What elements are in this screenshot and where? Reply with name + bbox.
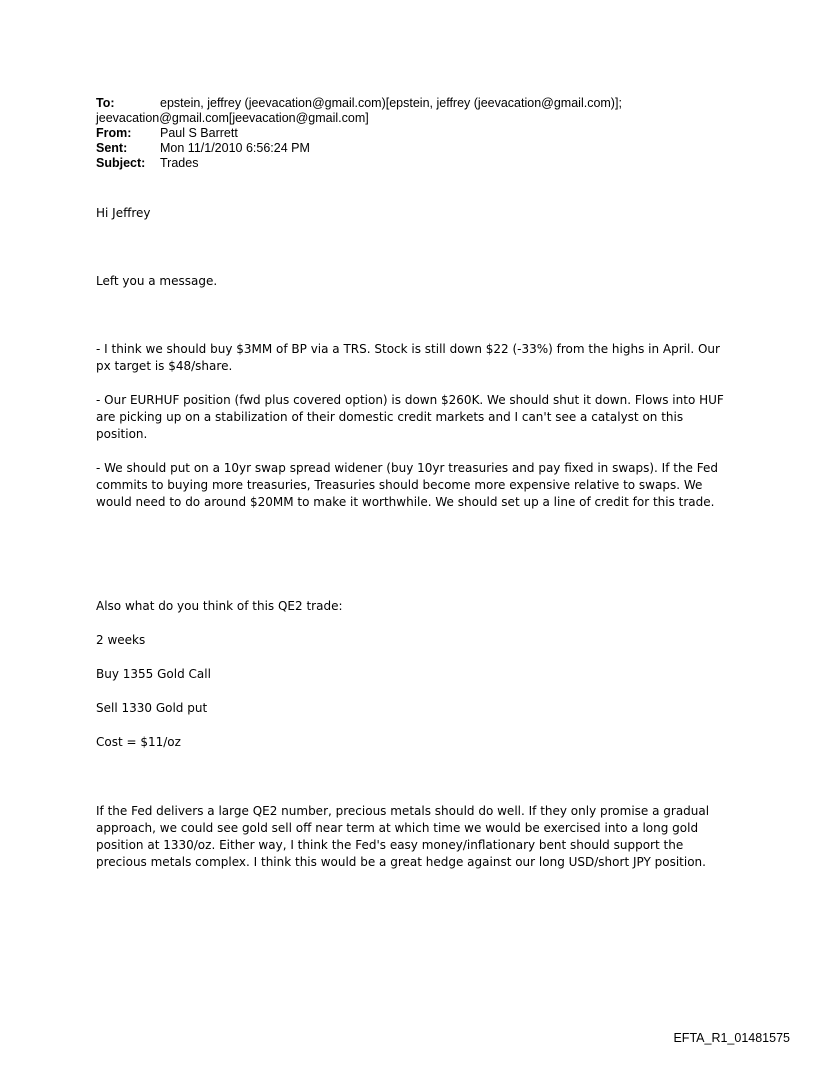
sent-row — [96, 141, 310, 156]
to-label: To: — [96, 96, 115, 110]
paragraph-message: Left you a message. — [96, 274, 218, 288]
subject-value: Trades — [160, 156, 199, 170]
subject-label: Subject: — [96, 156, 146, 170]
from-value: Paul S Barrett — [160, 126, 238, 140]
from-row — [96, 126, 238, 141]
paragraph-bp-trade: - I think we should buy $3MM of BP via a TRS. Stock is still down $22 (-33%) from the highs in April. Our px target is $48/share. — [96, 342, 720, 373]
paragraph-qe2-intro: Also what do you think of this QE2 trade: — [96, 599, 343, 613]
trade-duration: 2 weeks — [96, 633, 146, 647]
to-value: epstein, jeffrey (jeevacation@gmail.com)[epstein, jeffrey (jeevacation@gmail.com)]; — [160, 96, 622, 110]
to-row — [96, 96, 622, 111]
subject-row — [96, 156, 198, 171]
trade-leg-call: Buy 1355 Gold Call — [96, 667, 211, 681]
to-row-continued — [96, 111, 369, 126]
trade-leg-put: Sell 1330 Gold put — [96, 701, 208, 715]
paragraph-swap-spread: - We should put on a 10yr swap spread widener (buy 10yr treasuries and pay fixed in swaps). If the Fed commits to buying more treasuries, Treasuries should become more expensive relative to swaps. We would need to do around $20MM to make it worthwhile. We should set up a line of credit for this trade. — [96, 461, 719, 509]
paragraph-eurhuf: - Our EURHUF position (fwd plus covered option) is down $260K. We should shut it down. Flows into HUF are picking up on a stabilization of their domestic credit markets and I can't see a catalyst on this position. — [96, 393, 724, 441]
greeting: Hi Jeffrey — [96, 206, 151, 220]
trade-cost: Cost = $11/oz — [96, 735, 181, 749]
from-label: From: — [96, 126, 132, 140]
to-value-continued: jeevacation@gmail.com[jeevacation@gmail.com] — [96, 111, 369, 125]
document-id: EFTA_R1_01481575 — [673, 1031, 790, 1045]
paragraph-qe2-rationale: If the Fed delivers a large QE2 number, precious metals should do well. If they only promise a gradual approach, we could see gold sell off near term at which time we would be exercised into a long gold position at 1330/oz. Either way, I think the Fed's easy money/inflationary bent should support the precious metals complex. I think this would be a great hedge against our long USD/short JPY position. — [96, 804, 710, 869]
sent-value: Mon 11/1/2010 6:56:24 PM — [160, 141, 310, 155]
sent-label: Sent: — [96, 141, 128, 155]
